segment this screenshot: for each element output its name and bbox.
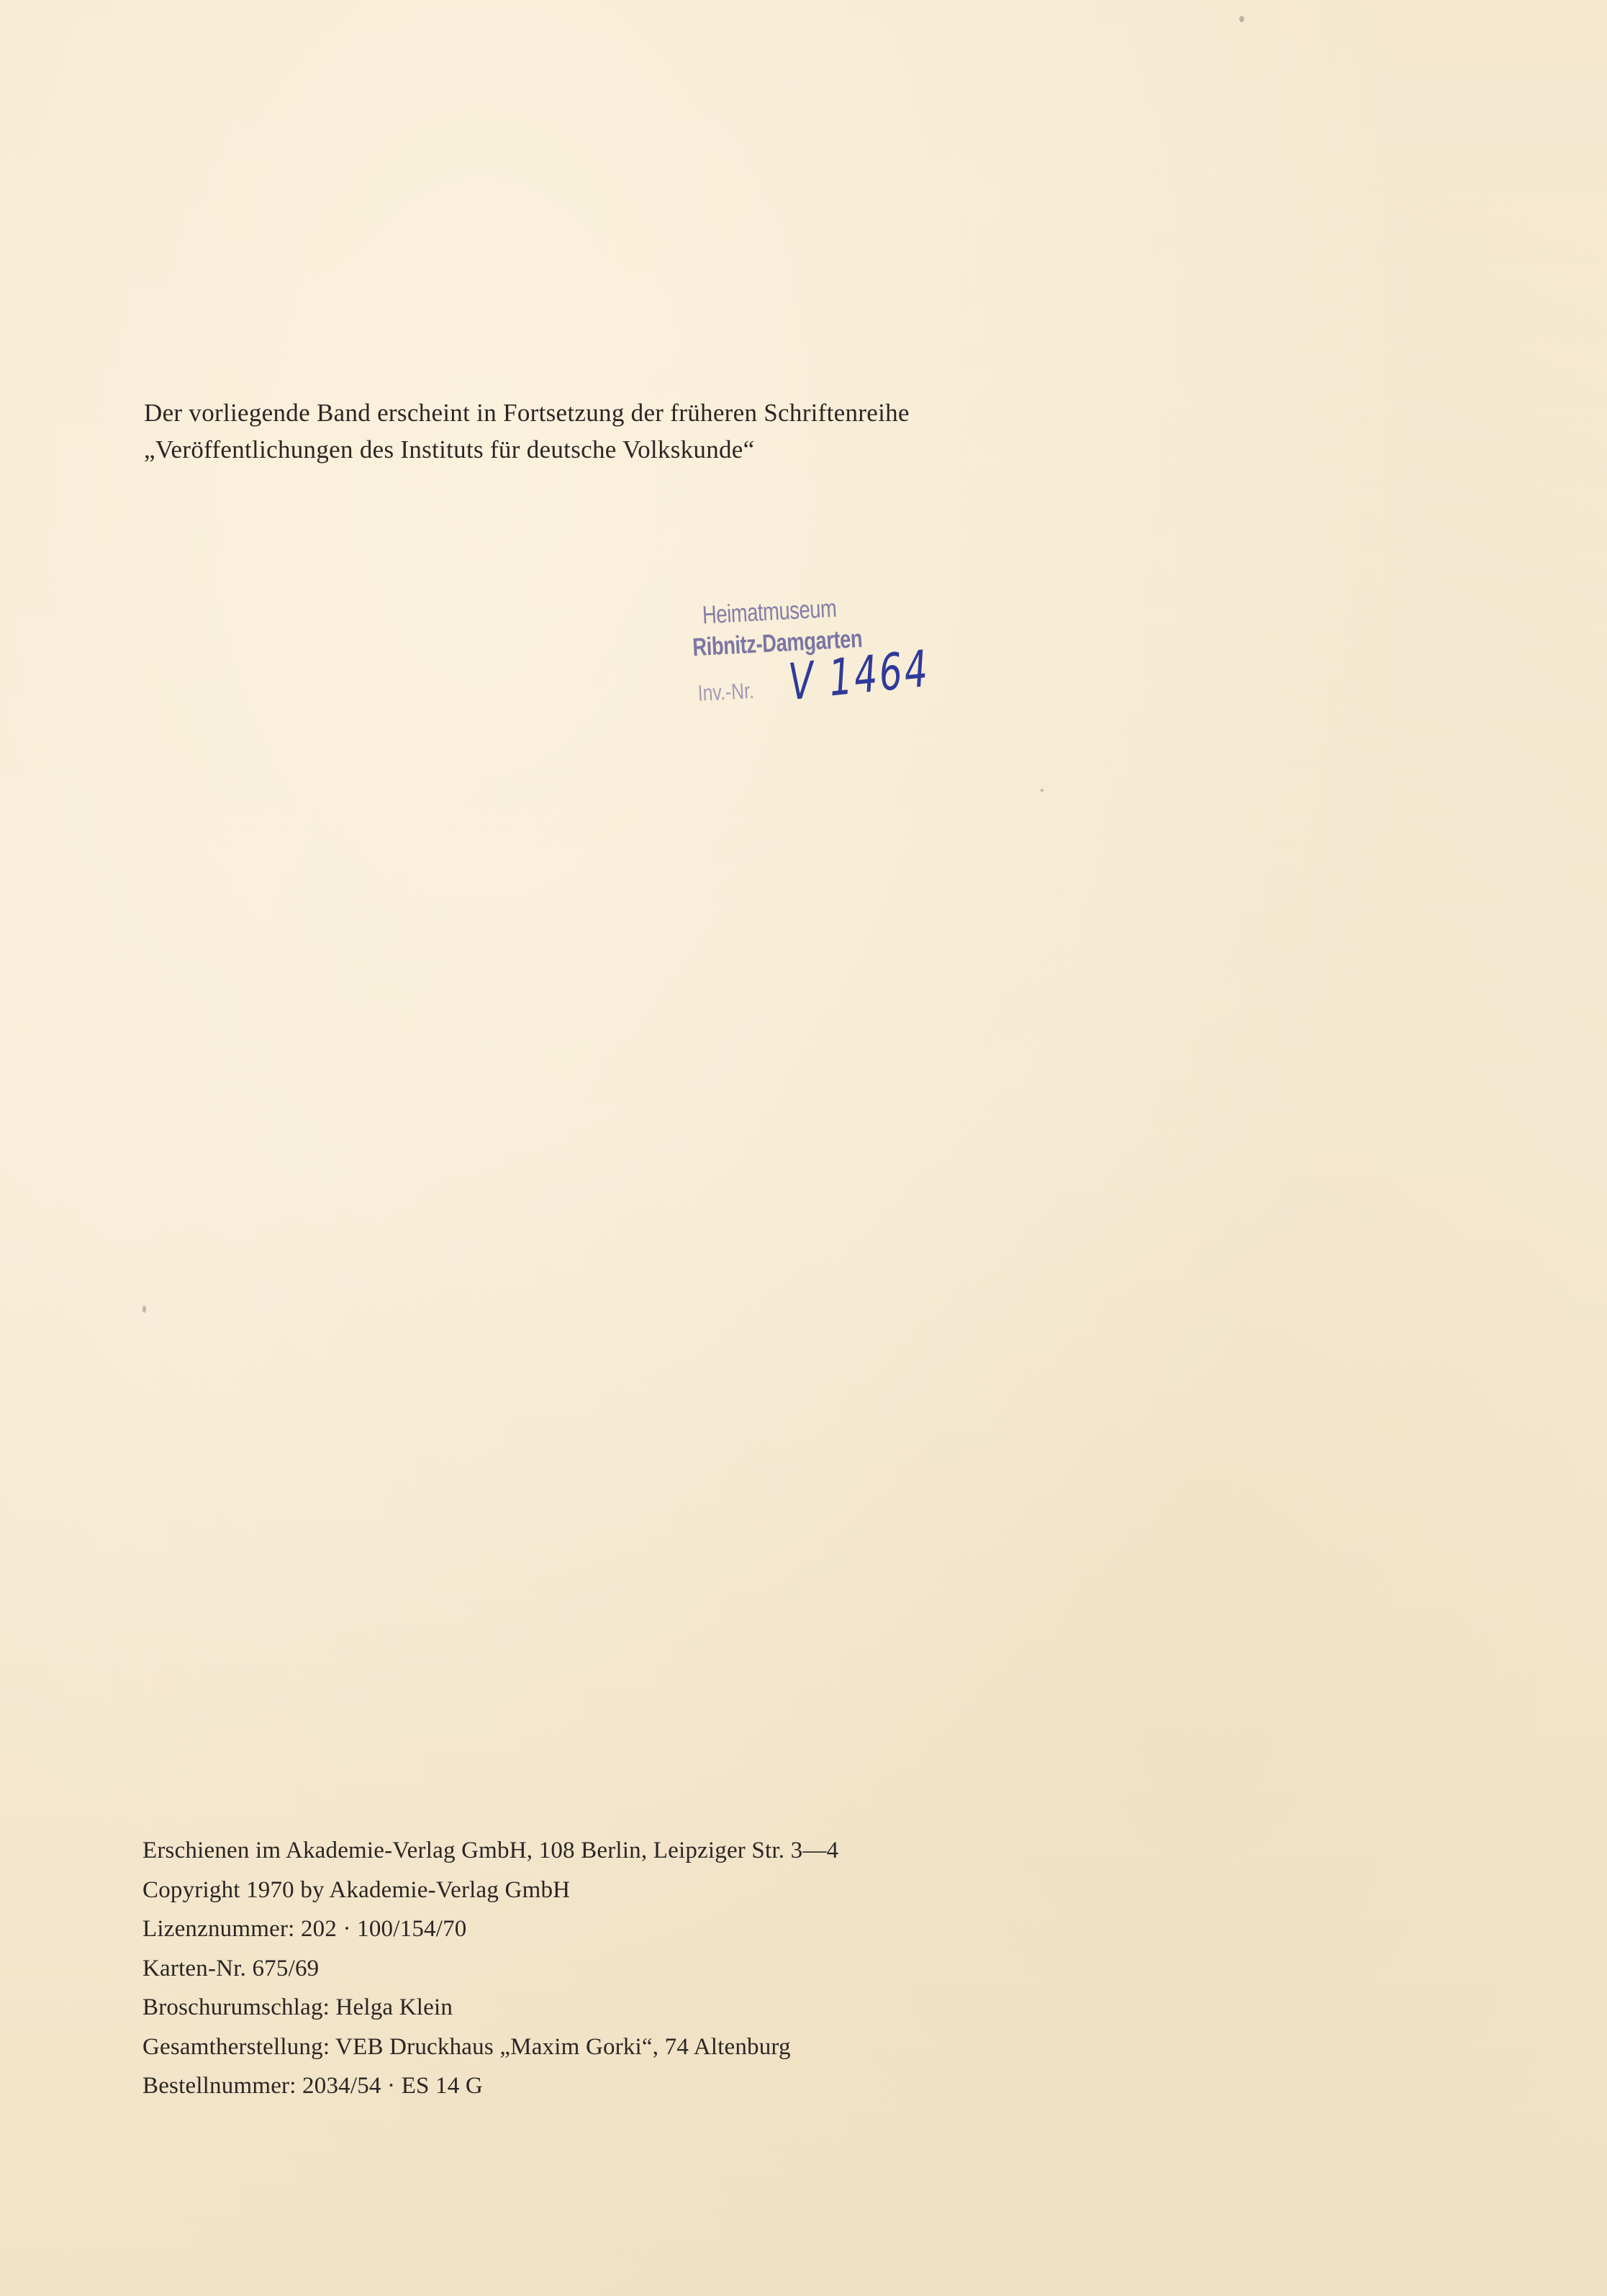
imprint-map-number: Karten-Nr. 675/69 [142, 1955, 320, 1981]
stamp-inventory-number: V 1464 [786, 638, 932, 713]
imprint-block [142, 1831, 1150, 2106]
imprint-order-number: Bestellnummer: 2034/54 · ES 14 G [142, 2073, 483, 2099]
paper-speck [1239, 16, 1244, 22]
imprint-production: Gesamtherstellung: VEB Druckhaus „Maxim Gorki“, 74 Altenburg [142, 2033, 791, 2060]
stamp-inventory-label: Inv.-Nr. [697, 677, 755, 706]
imprint-publisher: Erschienen im Akademie-Verlag GmbH, 108 Berlin, Leipziger Str. 3—4 [142, 1838, 839, 1863]
series-note-line-2: „Veröffentlichungen des Instituts für deutsche Volkskunde“ [144, 435, 755, 464]
paper-speck [1041, 789, 1044, 792]
stamp-place-name: Ribnitz-Damgarten [692, 624, 864, 662]
imprint-license-number: Lizenznummer: 202 · 100/154/70 [142, 1916, 467, 1942]
series-note [144, 394, 1151, 468]
series-note-line-1: Der vorliegende Band erscheint in Fortsetzung der früheren Schriftenreihe [144, 399, 910, 427]
paper-speck [142, 1306, 146, 1313]
imprint-cover-design: Broschurumschlag: Helga Klein [142, 1994, 453, 2020]
show-through-title [446, 489, 1094, 561]
library-stamp [693, 587, 974, 746]
stamp-museum-name: Heimatmuseum [702, 594, 838, 630]
imprint-copyright: Copyright 1970 by Akademie-Verlag GmbH [142, 1876, 571, 1903]
